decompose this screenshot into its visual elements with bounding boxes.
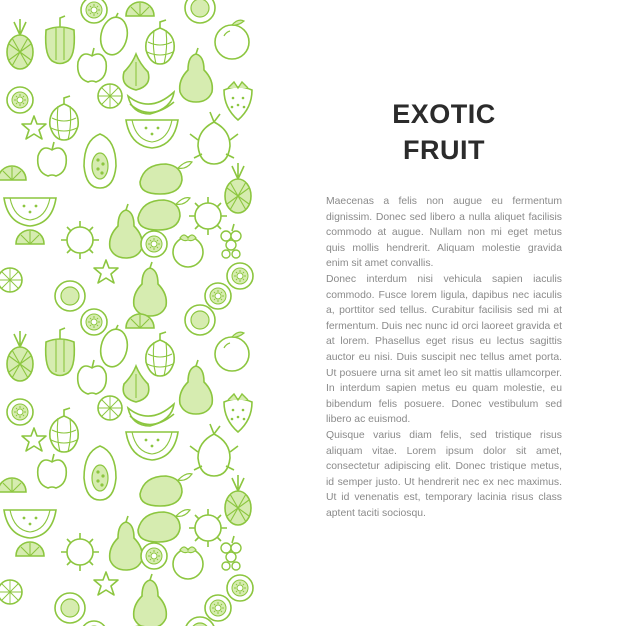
body-text xyxy=(326,194,562,521)
title-block xyxy=(326,96,562,168)
paragraph-2: Donec interdum nisi vehicula sapien iaculis commodo. Fusce lorem ligula, dapibus nec iaculis a, porttitor sed tellus. Curabitur facilisis sed mi at fermentum. Duis nec nunc id orci laoreet gravida et at lorem. Phasellus eget risus eu lectus sagittis auctor eu nisi. Duis suscipit nec tellus amet porta. Ut posuere urna sit amet leo sit mattis ullamcorper. In interdum sapien metus eu quam molestie, eu bibendum felis posuere. Donec vestibulum sed libero ac euismod. xyxy=(326,273,562,426)
fruit-pattern-panel xyxy=(0,0,262,626)
paragraph-1: Maecenas a felis non augue eu fermentum dignissim. Donec sed libero a nulla aliquet facilisis commodo at augue. Nullam non mi eget metus quis mollis hendrerit. Aliquam molestie gravida enim sit amet convallis. xyxy=(326,196,562,270)
paragraph-3: Quisque varius diam felis, sed tristique risus aliquam vitae. Lorem ipsum dolor sit amet, consectetur adipiscing elit. Donec tristique metus, id semper justo. Ut hendrerit nec ex nec maximus. Ut id venenatis est, temporary lacinia risus class aptent taciti sociosqu. xyxy=(326,429,562,519)
fruit-line-pattern xyxy=(0,0,262,626)
title-line-2: FRUIT xyxy=(403,135,485,165)
title-line-1: EXOTIC xyxy=(392,99,496,129)
